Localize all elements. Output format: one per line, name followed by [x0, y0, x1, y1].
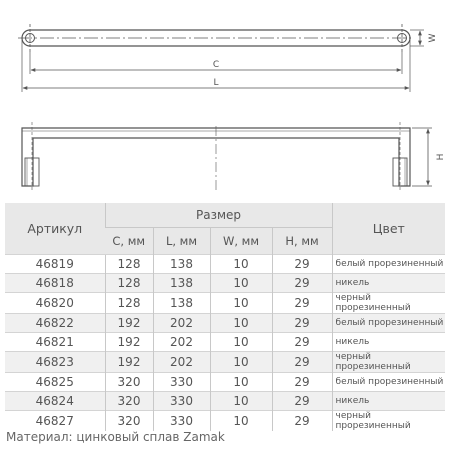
- cell-w: 10: [210, 373, 272, 392]
- cell-w: 10: [210, 274, 272, 293]
- cell-l: 330: [153, 373, 210, 392]
- handle-side-view: [22, 122, 410, 192]
- cell-article: 46827: [5, 411, 105, 432]
- cell-c: 320: [105, 373, 153, 392]
- cell-h: 29: [272, 293, 332, 314]
- cell-l: 202: [153, 333, 210, 352]
- cell-w: 10: [210, 314, 272, 333]
- material-note: Материал: цинковый сплав Zamak: [6, 430, 225, 444]
- cell-article: 46820: [5, 293, 105, 314]
- cell-w: 10: [210, 333, 272, 352]
- table-row: [5, 373, 445, 392]
- header-w: W, мм: [210, 228, 272, 255]
- cell-article: 46821: [5, 333, 105, 352]
- cell-c: 128: [105, 274, 153, 293]
- cell-w: 10: [210, 392, 272, 411]
- header-color: Цвет: [332, 203, 445, 255]
- cell-c: 192: [105, 314, 153, 333]
- cell-w: 10: [210, 352, 272, 373]
- cell-h: 29: [272, 255, 332, 274]
- cell-h: 29: [272, 352, 332, 373]
- cell-article: 46818: [5, 274, 105, 293]
- table-row: [5, 392, 445, 411]
- cell-l: 138: [153, 255, 210, 274]
- cell-h: 29: [272, 392, 332, 411]
- header-size-group: Размер: [105, 203, 332, 228]
- cell-l: 138: [153, 274, 210, 293]
- cell-w: 10: [210, 293, 272, 314]
- cell-l: 202: [153, 314, 210, 333]
- header-c: C, мм: [105, 228, 153, 255]
- label-l: L: [213, 78, 219, 88]
- cell-color: никель: [332, 274, 445, 293]
- dimension-h: [412, 128, 432, 186]
- table-row: [5, 293, 445, 314]
- cell-color: черный прорезиненный: [332, 411, 445, 432]
- cell-l: 138: [153, 293, 210, 314]
- table-row: [5, 274, 445, 293]
- cell-h: 29: [272, 333, 332, 352]
- handle-top-view: [18, 24, 414, 52]
- cell-l: 330: [153, 392, 210, 411]
- cell-h: 29: [272, 274, 332, 293]
- table-row: [5, 314, 445, 333]
- cell-article: 46819: [5, 255, 105, 274]
- label-h: H: [436, 153, 446, 161]
- cell-c: 192: [105, 352, 153, 373]
- cell-h: 29: [272, 411, 332, 432]
- cell-color: черный прорезиненный: [332, 293, 445, 314]
- header-h: H, мм: [272, 228, 332, 255]
- label-w: W: [428, 33, 438, 43]
- label-c: C: [212, 60, 220, 70]
- table-row: [5, 411, 445, 432]
- cell-article: 46825: [5, 373, 105, 392]
- cell-w: 10: [210, 255, 272, 274]
- technical-drawing: [0, 0, 450, 200]
- cell-color: никель: [332, 333, 445, 352]
- cell-h: 29: [272, 373, 332, 392]
- cell-c: 320: [105, 392, 153, 411]
- cell-color: черный прорезиненный: [332, 352, 445, 373]
- cell-l: 202: [153, 352, 210, 373]
- cell-article: 46823: [5, 352, 105, 373]
- cell-c: 320: [105, 411, 153, 432]
- table-row: [5, 352, 445, 373]
- cell-article: 46824: [5, 392, 105, 411]
- cell-color: белый прорезиненный: [332, 373, 445, 392]
- cell-w: 10: [210, 411, 272, 432]
- cell-color: белый прорезиненный: [332, 314, 445, 333]
- spec-table: [5, 203, 445, 431]
- cell-c: 128: [105, 293, 153, 314]
- table-row: [5, 255, 445, 274]
- header-l: L, мм: [153, 228, 210, 255]
- cell-c: 192: [105, 333, 153, 352]
- table-row: [5, 333, 445, 352]
- cell-color: никель: [332, 392, 445, 411]
- cell-c: 128: [105, 255, 153, 274]
- cell-h: 29: [272, 314, 332, 333]
- cell-article: 46822: [5, 314, 105, 333]
- cell-l: 330: [153, 411, 210, 432]
- header-article: Артикул: [5, 203, 105, 255]
- dimension-w: [410, 30, 424, 46]
- cell-color: белый прорезиненный: [332, 255, 445, 274]
